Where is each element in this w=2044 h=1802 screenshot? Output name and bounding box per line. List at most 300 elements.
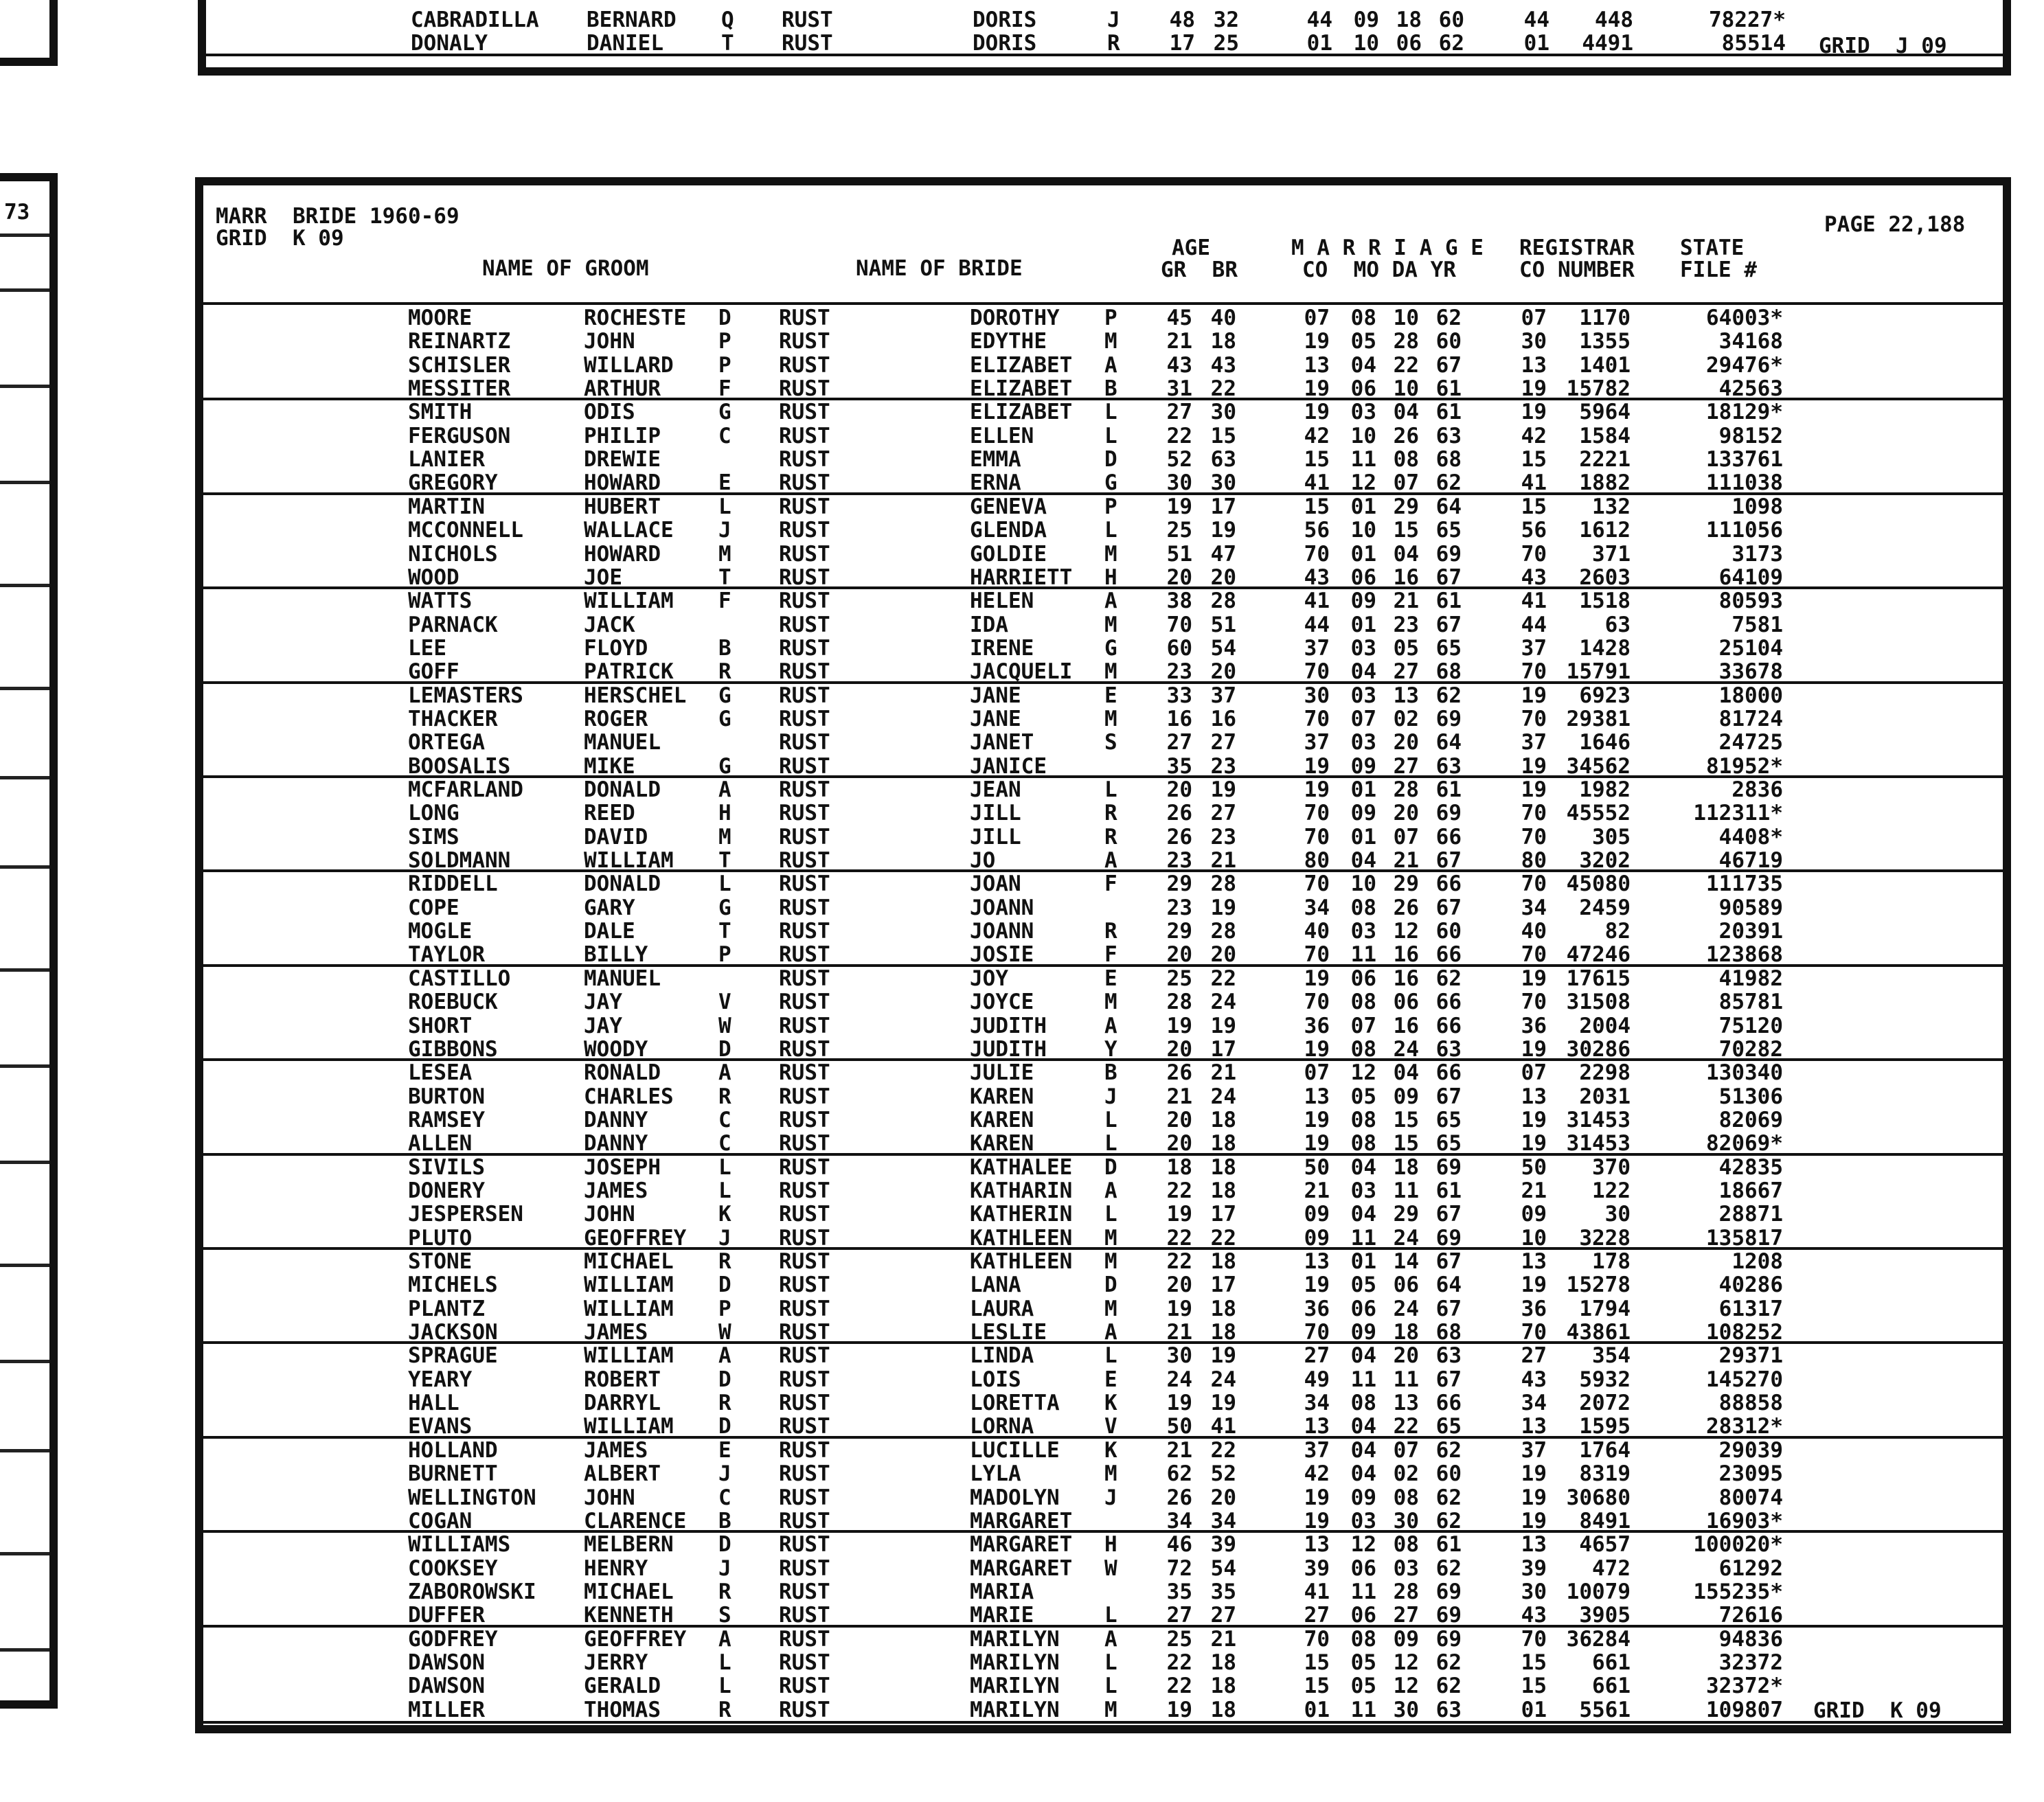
row-16-marr-county: 70 [1304,659,1330,684]
row-23-reg-number: 305 [1592,825,1631,849]
row-36-state-file: 82069* [1706,1131,1783,1156]
top-row-1-age-groom: 48 [1169,8,1195,32]
row-27-county: RUST [779,919,830,944]
row-4-bride-initial: B [1104,376,1117,401]
row-53-marr-day: 08 [1393,1532,1419,1557]
row-37-state-file: 42835 [1718,1155,1783,1180]
col-header-marriage-sub: CO MO DA YR [1302,258,1456,282]
row-51-state-file: 80074 [1718,1485,1783,1510]
row-16-bride-initial: M [1104,659,1117,684]
row-56-groom-last: DUFFER [408,1603,485,1628]
row-16-marr-year: 68 [1435,659,1462,684]
row-32-age-groom: 20 [1166,1037,1192,1062]
row-49-reg-county: 37 [1521,1438,1547,1463]
row-47-bride-initial: K [1104,1391,1117,1415]
row-25-age-bride: 28 [1210,871,1236,896]
row-46-groom-initial: D [718,1367,731,1392]
row-29-reg-county: 19 [1521,966,1547,991]
group-rule [203,775,2003,778]
row-25-bride-first: JOAN [970,871,1021,896]
row-50-marr-day: 02 [1393,1461,1419,1486]
row-7-bride-initial: D [1104,447,1117,472]
row-23-groom-last: SIMS [408,825,459,849]
row-21-marr-county: 19 [1304,777,1330,802]
row-27-groom-initial: T [718,919,731,944]
row-60-marr-day: 30 [1393,1698,1419,1722]
row-51-age-bride: 20 [1210,1485,1236,1510]
row-14-reg-county: 44 [1521,613,1547,637]
page-number: PAGE 22,188 [1824,212,1966,237]
row-25-state-file: 111735 [1706,871,1783,896]
row-38-age-bride: 18 [1210,1178,1236,1203]
row-29-county: RUST [779,966,830,991]
row-24-county: RUST [779,848,830,873]
row-54-bride-first: MARGARET [970,1556,1073,1581]
row-60-groom-first: THOMAS [584,1698,661,1722]
row-28-age-bride: 20 [1210,942,1236,967]
row-24-marr-year: 67 [1435,848,1462,873]
row-45-reg-number: 354 [1592,1343,1631,1368]
row-36-bride-first: KAREN [970,1131,1034,1156]
row-40-bride-initial: M [1104,1226,1117,1251]
row-28-marr-month: 11 [1350,942,1376,967]
row-12-marr-year: 67 [1435,565,1462,590]
row-38-reg-county: 21 [1521,1178,1547,1203]
row-25-marr-month: 10 [1350,871,1376,896]
row-17-marr-day: 13 [1393,683,1419,708]
row-49-marr-county: 37 [1304,1438,1330,1463]
row-43-age-groom: 19 [1166,1297,1192,1321]
row-26-groom-initial: G [718,896,731,920]
row-51-bride-first: MADOLYN [970,1485,1060,1510]
row-47-age-bride: 19 [1210,1391,1236,1415]
row-52-age-bride: 34 [1210,1509,1236,1533]
row-58-marr-year: 62 [1435,1650,1462,1675]
row-9-county: RUST [779,494,830,519]
row-8-age-bride: 30 [1210,470,1236,495]
row-3-marr-year: 67 [1435,353,1462,378]
row-10-reg-number: 1612 [1579,518,1631,543]
row-42-age-bride: 17 [1210,1273,1236,1297]
row-2-bride-initial: M [1104,329,1117,354]
row-49-reg-number: 1764 [1579,1438,1631,1463]
row-57-groom-first: GEOFFREY [584,1627,687,1652]
row-56-reg-county: 43 [1521,1603,1547,1628]
row-8-groom-first: HOWARD [584,470,661,495]
row-35-age-groom: 20 [1166,1108,1192,1132]
row-13-county: RUST [779,589,830,613]
row-53-groom-first: MELBERN [584,1532,674,1557]
row-37-reg-number: 370 [1592,1155,1631,1180]
row-11-state-file: 3173 [1731,542,1783,567]
row-32-bride-initial: Y [1104,1037,1117,1062]
row-16-groom-initial: R [718,659,731,684]
row-1-marr-county: 07 [1304,306,1330,330]
group-rule [203,681,2003,684]
row-28-groom-initial: P [718,942,731,967]
row-29-reg-number: 17615 [1566,966,1631,991]
row-45-marr-county: 27 [1304,1343,1330,1368]
row-1-age-bride: 40 [1210,306,1236,330]
row-10-marr-day: 15 [1393,518,1419,543]
row-4-reg-number: 15782 [1566,376,1631,401]
row-30-age-groom: 28 [1166,990,1192,1014]
left-page-rule [0,1161,49,1164]
top-row-2-marr-day: 06 [1396,31,1422,56]
row-14-bride-first: IDA [970,613,1008,637]
left-page-rule [0,233,49,237]
row-38-bride-first: KATHARIN [970,1178,1073,1203]
row-53-bride-initial: H [1104,1532,1117,1557]
row-22-marr-day: 20 [1393,801,1419,825]
row-21-county: RUST [779,777,830,802]
top-row-2-age-groom: 17 [1169,31,1195,56]
row-3-groom-last: SCHISLER [408,353,511,378]
row-10-county: RUST [779,518,830,543]
row-58-age-groom: 22 [1166,1650,1192,1675]
row-57-marr-month: 08 [1350,1627,1376,1652]
row-5-state-file: 18129* [1706,400,1783,424]
footer-grid-label: GRID K 09 [1813,1698,1942,1723]
row-55-groom-initial: R [718,1579,731,1604]
row-23-reg-county: 70 [1521,825,1547,849]
row-17-county: RUST [779,683,830,708]
row-46-age-bride: 24 [1210,1367,1236,1392]
row-51-groom-last: WELLINGTON [408,1485,536,1510]
row-4-marr-day: 10 [1393,376,1419,401]
row-11-age-groom: 51 [1166,542,1192,567]
row-27-groom-last: MOGLE [408,919,473,944]
row-24-bride-initial: A [1104,848,1117,873]
row-19-age-groom: 27 [1166,730,1192,755]
row-53-reg-county: 13 [1521,1532,1547,1557]
row-49-marr-day: 07 [1393,1438,1419,1463]
row-24-marr-county: 80 [1304,848,1330,873]
row-46-marr-year: 67 [1435,1367,1462,1392]
row-43-reg-county: 36 [1521,1297,1547,1321]
row-11-age-bride: 47 [1210,542,1236,567]
top-row-1-county: RUST [782,8,833,32]
row-42-marr-month: 05 [1350,1273,1376,1297]
row-49-bride-initial: K [1104,1438,1117,1463]
row-51-marr-year: 62 [1435,1485,1462,1510]
row-15-bride-initial: G [1104,636,1117,661]
row-1-bride-initial: P [1104,306,1117,330]
row-15-age-bride: 54 [1210,636,1236,661]
row-42-marr-county: 19 [1304,1273,1330,1297]
row-6-age-bride: 15 [1210,424,1236,448]
row-35-bride-initial: L [1104,1108,1117,1132]
row-44-bride-first: LESLIE [970,1320,1047,1345]
left-page-rule [0,687,49,690]
row-46-marr-county: 49 [1304,1367,1330,1392]
row-53-marr-county: 13 [1304,1532,1330,1557]
row-8-marr-county: 41 [1304,470,1330,495]
left-page-frame [0,173,58,1709]
row-53-county: RUST [779,1532,830,1557]
row-1-bride-first: DOROTHY [970,306,1060,330]
row-7-state-file: 133761 [1706,447,1783,472]
row-46-bride-first: LOIS [970,1367,1021,1392]
row-10-marr-county: 56 [1304,518,1330,543]
row-30-marr-year: 66 [1435,990,1462,1014]
row-10-groom-first: WALLACE [584,518,674,543]
row-44-marr-year: 68 [1435,1320,1462,1345]
row-34-state-file: 51306 [1718,1084,1783,1109]
row-53-age-bride: 39 [1210,1532,1236,1557]
row-59-age-bride: 18 [1210,1674,1236,1698]
row-11-reg-number: 371 [1592,542,1631,567]
row-2-groom-initial: P [718,329,731,354]
row-38-marr-county: 21 [1304,1178,1330,1203]
row-52-groom-first: CLARENCE [584,1509,687,1533]
row-48-state-file: 28312* [1706,1414,1783,1439]
row-7-marr-county: 15 [1304,447,1330,472]
row-9-groom-last: MARTIN [408,494,485,519]
row-27-marr-day: 12 [1393,919,1419,944]
row-50-state-file: 23095 [1718,1461,1783,1486]
row-41-groom-last: STONE [408,1249,473,1274]
top-row-1-groom-last: CABRADILLA [411,8,539,32]
row-53-marr-month: 12 [1350,1532,1376,1557]
row-15-reg-number: 1428 [1579,636,1631,661]
row-12-marr-month: 06 [1350,565,1376,590]
row-13-marr-day: 21 [1393,589,1419,613]
row-39-county: RUST [779,1202,830,1227]
grid-title: GRID K 09 [216,226,344,251]
row-40-state-file: 135817 [1706,1226,1783,1251]
row-41-county: RUST [779,1249,830,1274]
row-59-marr-day: 12 [1393,1674,1419,1698]
row-18-age-bride: 16 [1210,707,1236,731]
row-5-groom-initial: G [718,400,731,424]
row-58-marr-county: 15 [1304,1650,1330,1675]
row-19-bride-first: JANET [970,730,1034,755]
row-15-bride-first: IRENE [970,636,1034,661]
row-2-state-file: 34168 [1718,329,1783,354]
row-13-age-bride: 28 [1210,589,1236,613]
row-46-reg-county: 43 [1521,1367,1547,1392]
row-57-reg-number: 36284 [1566,1627,1631,1652]
row-31-groom-first: JAY [584,1014,622,1038]
row-35-reg-county: 19 [1521,1108,1547,1132]
row-56-county: RUST [779,1603,830,1628]
row-32-marr-year: 63 [1435,1037,1462,1062]
group-rule [203,869,2003,872]
row-2-reg-number: 1355 [1579,329,1631,354]
row-52-state-file: 16903* [1706,1509,1783,1533]
row-39-groom-first: JOHN [584,1202,635,1227]
row-23-groom-initial: M [718,825,731,849]
row-47-marr-year: 66 [1435,1391,1462,1415]
row-2-groom-first: JOHN [584,329,635,354]
row-12-groom-initial: T [718,565,731,590]
col-header-age: AGE [1172,236,1210,260]
row-13-reg-number: 1518 [1579,589,1631,613]
row-51-reg-number: 30680 [1566,1485,1631,1510]
left-page-rule [0,1064,49,1068]
row-46-groom-first: ROBERT [584,1367,661,1392]
row-27-marr-month: 03 [1350,919,1376,944]
row-18-county: RUST [779,707,830,731]
row-1-marr-year: 62 [1435,306,1462,330]
row-39-bride-initial: L [1104,1202,1117,1227]
row-18-groom-last: THACKER [408,707,498,731]
row-31-bride-first: JUDITH [970,1014,1047,1038]
row-5-marr-year: 61 [1435,400,1462,424]
row-22-reg-number: 45552 [1566,801,1631,825]
row-36-reg-county: 19 [1521,1131,1547,1156]
row-20-age-groom: 35 [1166,754,1192,779]
row-26-marr-county: 34 [1304,896,1330,920]
top-row-2-groom-initial: T [721,31,734,56]
row-27-groom-first: DALE [584,919,635,944]
row-32-bride-first: JUDITH [970,1037,1047,1062]
row-57-county: RUST [779,1627,830,1652]
row-43-age-bride: 18 [1210,1297,1236,1321]
row-25-groom-first: DONALD [584,871,661,896]
top-row-2-county: RUST [782,31,833,56]
row-35-state-file: 82069 [1718,1108,1783,1132]
row-29-marr-month: 06 [1350,966,1376,991]
row-17-groom-last: LEMASTERS [408,683,523,708]
col-header-registrar: REGISTRAR [1519,236,1635,260]
row-44-age-bride: 18 [1210,1320,1236,1345]
row-43-marr-month: 06 [1350,1297,1376,1321]
row-25-age-groom: 29 [1166,871,1192,896]
row-40-bride-first: KATHLEEN [970,1226,1073,1251]
row-54-marr-day: 03 [1393,1556,1419,1581]
row-39-marr-day: 29 [1393,1202,1419,1227]
row-11-marr-month: 01 [1350,542,1376,567]
row-1-reg-number: 1170 [1579,306,1631,330]
row-28-county: RUST [779,942,830,967]
row-11-bride-initial: M [1104,542,1117,567]
row-54-bride-initial: W [1104,1556,1117,1581]
row-28-marr-county: 70 [1304,942,1330,967]
row-14-reg-number: 63 [1604,613,1631,637]
row-52-groom-last: COGAN [408,1509,473,1533]
row-39-state-file: 28871 [1718,1202,1783,1227]
row-46-marr-month: 11 [1350,1367,1376,1392]
row-30-marr-county: 70 [1304,990,1330,1014]
row-60-age-bride: 18 [1210,1698,1236,1722]
row-26-reg-county: 34 [1521,896,1547,920]
row-25-groom-last: RIDDELL [408,871,498,896]
row-47-marr-month: 08 [1350,1391,1376,1415]
row-25-groom-initial: L [718,871,731,896]
row-59-county: RUST [779,1674,830,1698]
row-50-groom-first: ALBERT [584,1461,661,1486]
top-row-2-bride-first: DORIS [973,31,1037,56]
row-24-age-groom: 23 [1166,848,1192,873]
row-8-bride-first: ERNA [970,470,1021,495]
row-16-county: RUST [779,659,830,684]
top-row-2-marr-year: 62 [1438,31,1464,56]
row-33-groom-last: LESEA [408,1060,473,1085]
col-header-state: STATE [1680,236,1745,260]
row-42-county: RUST [779,1273,830,1297]
row-38-marr-day: 11 [1393,1178,1419,1203]
left-page-rule [0,968,49,972]
group-rule [203,398,2003,400]
row-3-marr-county: 13 [1304,353,1330,378]
row-5-age-bride: 30 [1210,400,1236,424]
row-22-marr-year: 69 [1435,801,1462,825]
row-38-marr-year: 61 [1435,1178,1462,1203]
row-20-bride-first: JANICE [970,754,1047,779]
row-44-groom-first: JAMES [584,1320,648,1345]
row-48-reg-county: 13 [1521,1414,1547,1439]
row-40-groom-initial: J [718,1226,731,1251]
row-37-age-groom: 18 [1166,1155,1192,1180]
row-3-groom-initial: P [718,353,731,378]
row-14-state-file: 7581 [1731,613,1783,637]
row-56-marr-year: 69 [1435,1603,1462,1628]
row-43-bride-first: LAURA [970,1297,1034,1321]
row-38-bride-initial: A [1104,1178,1117,1203]
row-30-reg-number: 31508 [1566,990,1631,1014]
row-45-groom-last: SPRAGUE [408,1343,498,1368]
row-48-marr-year: 65 [1435,1414,1462,1439]
row-23-marr-county: 70 [1304,825,1330,849]
row-41-reg-number: 178 [1592,1249,1631,1274]
row-44-reg-county: 70 [1521,1320,1547,1345]
row-22-state-file: 112311* [1693,801,1783,825]
row-31-groom-last: SHORT [408,1014,473,1038]
row-30-county: RUST [779,990,830,1014]
row-1-state-file: 64003* [1706,306,1783,330]
row-21-state-file: 2836 [1731,777,1783,802]
row-47-county: RUST [779,1391,830,1415]
row-33-groom-first: RONALD [584,1060,661,1085]
row-5-marr-county: 19 [1304,400,1330,424]
row-38-reg-number: 122 [1592,1178,1631,1203]
row-15-marr-county: 37 [1304,636,1330,661]
row-52-marr-year: 62 [1435,1509,1462,1533]
left-page-rule [0,288,49,292]
row-24-bride-first: JO [970,848,996,873]
top-row-2-state-file: 85514 [1721,31,1786,56]
row-1-reg-county: 07 [1521,306,1547,330]
row-9-groom-first: HUBERT [584,494,661,519]
row-7-reg-county: 15 [1521,447,1547,472]
col-header-state-sub: FILE # [1680,258,1757,282]
row-28-reg-county: 70 [1521,942,1547,967]
row-57-groom-initial: A [718,1627,731,1652]
row-6-reg-county: 42 [1521,424,1547,448]
row-6-county: RUST [779,424,830,448]
row-41-reg-county: 13 [1521,1249,1547,1274]
row-47-state-file: 88858 [1718,1391,1783,1415]
row-17-marr-month: 03 [1350,683,1376,708]
row-34-reg-number: 2031 [1579,1084,1631,1109]
row-4-county: RUST [779,376,830,401]
row-5-reg-number: 5964 [1579,400,1631,424]
row-55-marr-day: 28 [1393,1579,1419,1604]
row-60-groom-initial: R [718,1698,731,1722]
row-51-marr-month: 09 [1350,1485,1376,1510]
row-20-marr-month: 09 [1350,754,1376,779]
row-54-groom-initial: J [718,1556,731,1581]
row-8-reg-number: 1882 [1579,470,1631,495]
row-45-state-file: 29371 [1718,1343,1783,1368]
row-42-groom-first: WILLIAM [584,1273,674,1297]
row-7-groom-last: LANIER [408,447,485,472]
row-34-groom-first: CHARLES [584,1084,674,1109]
row-21-bride-initial: L [1104,777,1117,802]
row-54-marr-county: 39 [1304,1556,1330,1581]
